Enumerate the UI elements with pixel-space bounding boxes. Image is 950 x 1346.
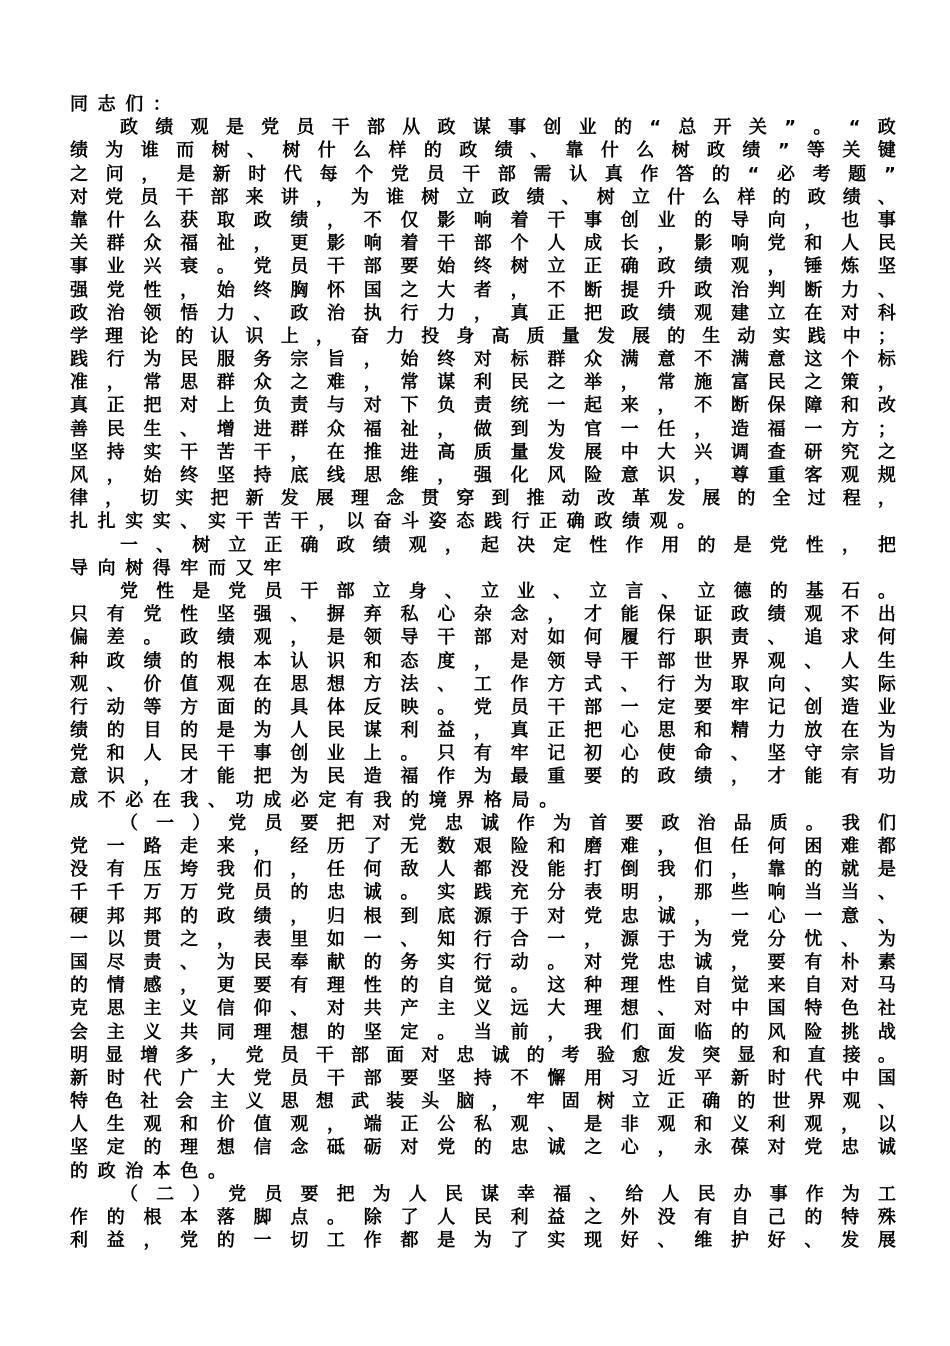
text-line: 践 行 为 民 服 务 宗 旨 ， 始 终 对 标 群 众 满 意 不 满 意 这 个 标 xyxy=(70,349,896,371)
text-line: 真 正 把 对 上 负 责 与 对 下 负 责 统 一 起 来 ， 不 断 保 障 和 改 xyxy=(70,395,896,417)
text-line: 党 性 是 党 员 干 部 立 身 、 立 业 、 立 言 、 立 德 的 基 石 。 xyxy=(120,580,896,602)
text-line: 作 的 根 本 落 脚 点 。 除 了 人 民 利 益 之 外 没 有 自 己 的 特 殊 xyxy=(70,1207,896,1228)
text-line: 绩 的 目 的 是 为 人 民 谋 利 益 ， 真 正 把 心 思 和 精 力 放 在 为 xyxy=(70,720,896,742)
text-line: 行 动 等 方 面 的 具 体 反 映 。 党 员 干 部 一 定 要 牢 记 创 造 业 xyxy=(70,696,896,718)
text-line: 政 绩 观 是 党 员 干 部 从 政 谋 事 创 业 的 “ 总 开 关 ” 。 “ 政 xyxy=(120,117,896,139)
text-line: 硬 邦 邦 的 政 绩 ， 归 根 到 底 源 于 对 党 忠 诚 ， 一 心 一 意 、 xyxy=(70,905,896,927)
text-line: 一 以 贯 之 ， 表 里 如 一 、 知 行 合 一 ， 源 于 为 党 分 忧 、 为 xyxy=(70,928,896,950)
text-line: 事 业 兴 衰 。 党 员 干 部 要 始 终 树 立 正 确 政 绩 观 ， 锤 炼 坚 xyxy=(70,256,896,278)
text-line: 关 群 众 福 祉 ， 更 影 响 着 干 部 个 人 成 长 ， 影 响 党 和 人 民 xyxy=(70,233,896,255)
text-line: 的政治本色。 xyxy=(70,1160,236,1182)
text-line: 风 ， 始 终 坚 持 底 线 思 维 ， 强 化 风 险 意 识 ， 尊 重 客 观 规 xyxy=(70,465,896,486)
text-line: 靠 什 么 获 取 政 绩 ， 不 仅 影 响 着 干 事 创 业 的 导 向 ， 也 事 xyxy=(70,209,896,231)
text-line: 一 、 树 立 正 确 政 绩 观 ， 起 决 定 性 作 用 的 是 党 性 ， 把 xyxy=(120,534,896,556)
text-line: 坚 定 的 理 想 信 念 砥 砺 对 党 的 忠 诚 之 心 ， 永 葆 对 党 忠 诚 xyxy=(70,1137,896,1159)
text-line: 坚 持 实 干 苦 干 ， 在 推 进 高 质 量 发 展 中 大 兴 调 查 研 究 之 xyxy=(70,441,896,463)
text-line: 明 显 增 多 ， 党 员 干 部 面 对 忠 诚 的 考 验 愈 发 突 显 和 直 接 。 xyxy=(70,1044,896,1066)
text-line: 成不必在我、功成必定有我的境界格局。 xyxy=(70,789,567,811)
text-line: 千 千 万 万 党 员 的 忠 诚 。 实 践 充 分 表 明 ， 那 些 响 当 当 、 xyxy=(70,882,896,904)
text-line: 党 一 路 走 来 ， 经 历 了 无 数 艰 险 和 磨 难 ， 但 任 何 困 难 都 xyxy=(70,836,896,857)
text-line: 人 生 观 和 价 值 观 ， 端 正 公 私 观 、 是 非 观 和 义 利 观 ， 以 xyxy=(70,1114,896,1136)
text-line: 党 和 人 民 干 事 创 业 上 。 只 有 牢 记 初 心 使 命 、 坚 守 宗 旨 xyxy=(70,743,896,765)
text-line: 种 政 绩 的 根 本 认 识 和 态 度 ， 是 领 导 干 部 世 界 观 、 人 生 xyxy=(70,650,896,672)
text-line: 没 有 压 垮 我 们 ， 任 何 敌 人 都 没 能 打 倒 我 们 ， 靠 的 就 是 xyxy=(70,859,896,881)
text-line: 会 主 义 共 同 理 想 的 坚 定 。 当 前 ， 我 们 面 临 的 风 险 挑 战 xyxy=(70,1021,896,1043)
text-line: 学 理 论 的 认 识 上 ， 奋 力 投 身 高 质 量 发 展 的 生 动 实 践 中 ； xyxy=(70,325,896,347)
text-line: 导向树得牢而又牢 xyxy=(70,557,291,579)
document-body xyxy=(70,93,896,1252)
text-line: 国 尽 责 、 为 民 奉 献 的 务 实 行 动 。 对 党 忠 诚 ， 要 有 朴 素 xyxy=(70,951,896,973)
text-line: 利 益 ， 党 的 一 切 工 作 都 是 为 了 实 现 好 、 维 护 好 、 发 展 xyxy=(70,1230,896,1252)
text-line: 偏 差 。 政 绩 观 ， 是 领 导 干 部 对 如 何 履 行 职 责 、 追 求 何 xyxy=(70,627,896,649)
text-line: （ 一 ） 党 员 要 把 对 党 忠 诚 作 为 首 要 政 治 品 质 。 我 们 xyxy=(120,812,896,834)
text-line: 律 ， 切 实 把 新 发 展 理 念 贯 穿 到 推 动 改 革 发 展 的 全 过 程 ， xyxy=(70,488,896,510)
text-line: 同志们： xyxy=(70,94,181,115)
text-line: 之 问 ， 是 新 时 代 每 个 党 员 干 部 需 认 真 作 答 的 “ 必 考 题 ” xyxy=(70,163,896,185)
text-line: 善 民 生 、 增 进 群 众 福 祉 ， 做 到 为 官 一 任 ， 造 福 一 方 ； xyxy=(70,418,896,440)
text-line: 新 时 代 广 大 党 员 干 部 要 坚 持 不 懈 用 习 近 平 新 时 代 中 国 xyxy=(70,1067,896,1089)
text-line: （ 二 ） 党 员 要 把 为 人 民 谋 幸 福 、 给 人 民 办 事 作 为 工 xyxy=(120,1183,896,1205)
text-line: 只 有 党 性 坚 强 、 摒 弃 私 心 杂 念 ， 才 能 保 证 政 绩 观 不 出 xyxy=(70,604,896,626)
text-line: 特 色 社 会 主 义 思 想 武 装 头 脑 ， 牢 固 树 立 正 确 的 世 界 观 、 xyxy=(70,1091,896,1113)
text-line: 的 情 感 ， 更 要 有 理 性 的 自 觉 。 这 种 理 性 自 觉 来 自 对 马 xyxy=(70,975,896,997)
text-line: 强 党 性 ， 始 终 胸 怀 国 之 大 者 ， 不 断 提 升 政 治 判 断 力 、 xyxy=(70,279,896,301)
text-line: 绩 为 谁 而 树 、 树 什 么 样 的 政 绩 、 靠 什 么 树 政 绩 ” 等 关 键 xyxy=(70,140,896,162)
text-line: 意 识 ， 才 能 把 为 民 造 福 作 为 最 重 要 的 政 绩 ， 才 能 有 功 xyxy=(70,766,896,788)
text-line: 政 治 领 悟 力 、 政 治 执 行 力 ， 真 正 把 政 绩 观 建 立 在 对 科 xyxy=(70,302,896,324)
text-line: 准 ， 常 思 群 众 之 难 ， 常 谋 利 民 之 举 ， 常 施 富 民 之 策 ， xyxy=(70,372,896,394)
text-line: 扎扎实实、实干苦干，以奋斗姿态践行正确政绩观。 xyxy=(70,511,705,533)
text-line: 克 思 主 义 信 仰 、 对 共 产 主 义 远 大 理 想 、 对 中 国 特 色 社 xyxy=(70,998,896,1020)
text-line: 观 、 价 值 观 在 思 想 方 法 、 工 作 方 式 、 行 为 取 向 、 实 际 xyxy=(70,673,896,695)
text-line: 对 党 员 干 部 来 讲 ， 为 谁 树 立 政 绩 、 树 立 什 么 样 的 政 绩 、 xyxy=(70,186,896,208)
